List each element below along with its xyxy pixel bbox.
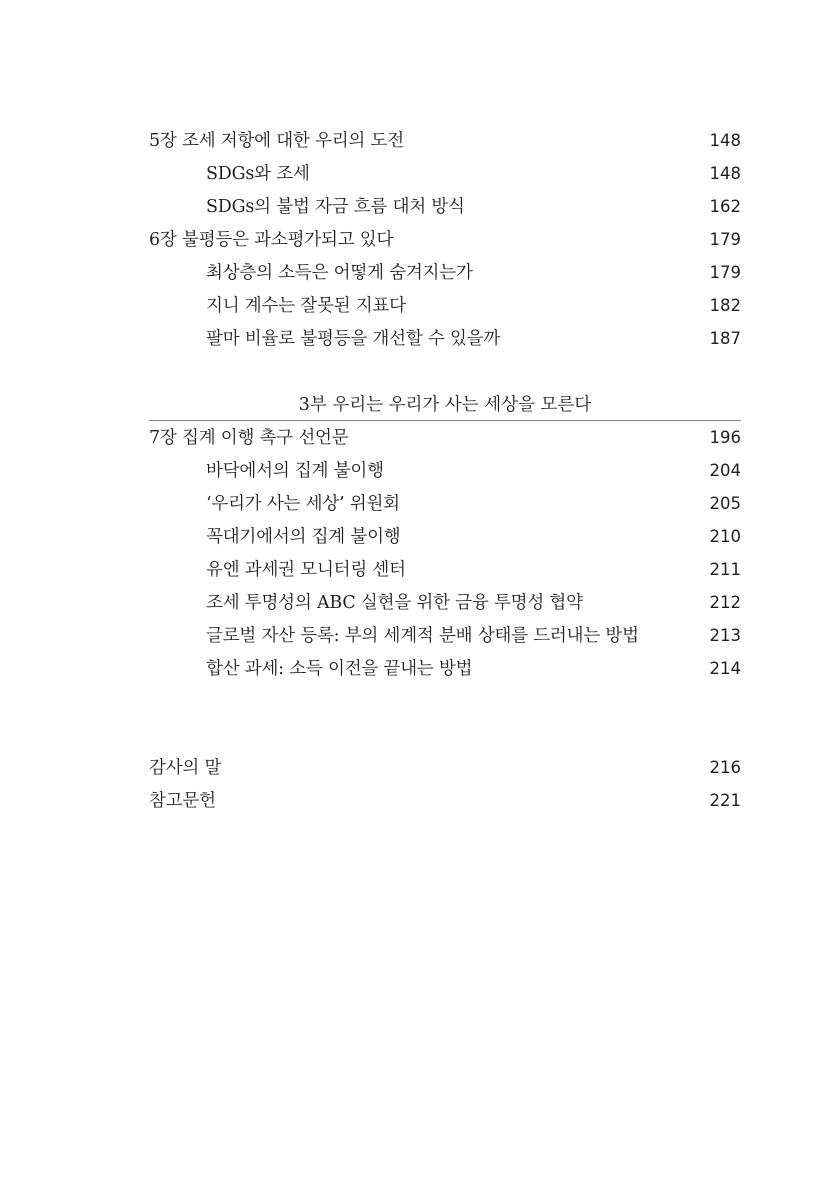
toc-entry-title: 유엔 과세권 모니터링 센터 xyxy=(206,560,406,580)
toc-subentry xyxy=(149,553,741,586)
toc-subentry xyxy=(149,256,741,289)
toc-page-number: 210 xyxy=(709,527,741,546)
toc-page-number: 214 xyxy=(709,659,741,678)
toc-section-chapters-5-6 xyxy=(149,124,741,355)
toc-page-number: 179 xyxy=(709,263,741,282)
toc-subentry xyxy=(149,454,741,487)
toc-entry-title: 글로벌 자산 등록: 부의 세계적 분배 상태를 드러내는 방법 xyxy=(206,626,639,646)
toc-subentry xyxy=(149,322,741,355)
toc-page-number: 182 xyxy=(709,296,741,315)
toc-page-number: 211 xyxy=(709,560,741,579)
toc-entry-title: 감사의 말 xyxy=(149,758,222,778)
toc-subentry xyxy=(149,520,741,553)
toc-page-number: 162 xyxy=(709,197,741,216)
toc-entry-title: 5장 조세 저항에 대한 우리의 도전 xyxy=(149,131,404,151)
toc-page-number: 221 xyxy=(709,791,741,810)
toc-page-number: 196 xyxy=(709,428,741,447)
toc-section-chapter-7 xyxy=(149,421,741,685)
toc-entry-title: 최상층의 소득은 어떻게 숨겨지는가 xyxy=(206,263,473,283)
toc-entry xyxy=(149,223,741,256)
toc-subentry xyxy=(149,190,741,223)
toc-subentry xyxy=(149,289,741,322)
toc-entry xyxy=(149,124,741,157)
toc-page-number: 205 xyxy=(709,494,741,513)
toc-page-number: 148 xyxy=(709,164,741,183)
toc-entry-title: SDGs와 조세 xyxy=(206,164,310,184)
toc-entry-title: 꼭대기에서의 집계 불이행 xyxy=(206,527,401,547)
toc-entry xyxy=(149,751,741,784)
toc-entry-title: 팔마 비율로 불평등을 개선할 수 있을까 xyxy=(206,329,501,349)
toc-page-number: 179 xyxy=(709,230,741,249)
toc-entry-title: 7장 집계 이행 촉구 선언문 xyxy=(149,428,349,448)
toc-subentry xyxy=(149,487,741,520)
toc-entry-title: 참고문헌 xyxy=(149,791,216,811)
toc-page-number: 148 xyxy=(709,131,741,150)
toc-subentry xyxy=(149,586,741,619)
toc-entry xyxy=(149,784,741,817)
toc-page-number: 212 xyxy=(709,593,741,612)
toc-entry-title: 조세 투명성의 ABC 실현을 위한 금융 투명성 협약 xyxy=(206,593,583,613)
toc-page-number: 213 xyxy=(709,626,741,645)
toc-page-number: 216 xyxy=(709,758,741,777)
toc-entry-title: 6장 불평등은 과소평가되고 있다 xyxy=(149,230,394,250)
toc-section-back-matter xyxy=(149,751,741,817)
toc-page-number: 204 xyxy=(709,461,741,480)
toc-entry xyxy=(149,421,741,454)
toc-entry-title: ‘우리가 사는 세상’ 위원회 xyxy=(206,494,400,514)
toc-subentry xyxy=(149,619,741,652)
part-3-heading: 3부 우리는 우리가 사는 세상을 모른다 xyxy=(149,390,741,421)
toc-entry-title: 바닥에서의 집계 불이행 xyxy=(206,461,384,481)
toc-entry-title: SDGs의 불법 자금 흐름 대처 방식 xyxy=(206,197,465,217)
toc-subentry xyxy=(149,652,741,685)
toc-subentry xyxy=(149,157,741,190)
toc-entry-title: 지니 계수는 잘못된 지표다 xyxy=(206,296,406,316)
toc-entry-title: 합산 과세: 소득 이전을 끝내는 방법 xyxy=(206,659,473,679)
toc-page-number: 187 xyxy=(709,329,741,348)
